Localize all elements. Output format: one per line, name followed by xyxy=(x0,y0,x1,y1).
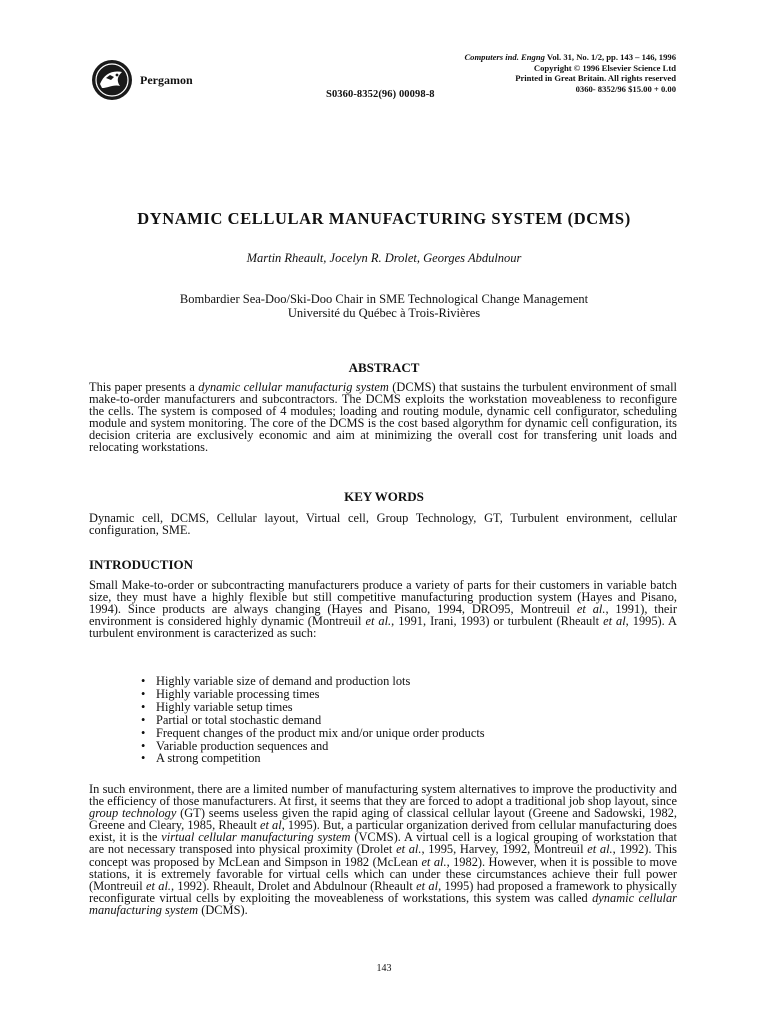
intro-text-italic: et al. xyxy=(396,842,422,857)
intro-text-part: , 1982). However, when it is possible to move stations, it is extremely favorable for virtual cells which can under these circumstances achieve their full power (Montreuil xyxy=(89,854,677,893)
affiliation-line-1: Bombardier Sea-Doo/Ski-Doo Chair in SME Technological Change Management xyxy=(179,292,589,306)
list-item: • Partial or total stochastic demand xyxy=(141,714,485,727)
intro-paragraph-2 xyxy=(89,783,677,916)
intro-text-italic: et al. xyxy=(365,614,392,629)
publisher-name: Pergamon xyxy=(140,72,193,87)
intro-text-italic: et al xyxy=(603,614,626,629)
publisher-logo xyxy=(90,58,193,102)
intro-text-part: , 1995). But, a particular organization derived from cellular manufacturing does exist, it is the xyxy=(89,818,677,845)
abstract-text-part: This paper presents a xyxy=(89,380,199,394)
intro-text-italic: et al. xyxy=(146,878,171,893)
journal-citation xyxy=(464,52,676,94)
abstract-heading: ABSTRACT xyxy=(348,360,420,375)
journal-name: Computers ind. Engng xyxy=(464,52,545,62)
abstract-text-part: (DCMS) that sustains the turbulent environment of small make-to-order manufacturers and subcontractors. The DCMS exploits the workstation moveableness to reconfigure the cells. The system is composed of 4 modules; loading and routing module, dynamic cell configurator, scheduling module and system monitoring. The core of the DCMS is the cost based algorythm for dynamic cell configuration, its decision criteria are exclusively economic and aim at minimizing the overall cost for transfering unit loads and relocating workstations. xyxy=(89,380,677,455)
intro-text-part: Small Make-to-order or subcontracting manufacturers produce a variety of parts for their customers in variable batch size, they must have a highly flexible but still competitive manufacturing production system (Hayes and Pisano, 1994). Since products are always changing (Hayes and Pisano, 1994, DRO95, Montreuil xyxy=(89,578,677,617)
intro-text-part: , 1995). A turbulent environment is caracterized as such: xyxy=(89,614,678,641)
abstract-text xyxy=(89,381,677,454)
intro-text-italic: et al xyxy=(259,818,282,833)
paper-title: DYNAMIC CELLULAR MANUFACTURING SYSTEM (DCMS) xyxy=(137,209,631,228)
journal-line-1 xyxy=(464,52,676,63)
intro-text-part: , 1992). This concept was proposed by McLean and Simpson in 1982 (McLean xyxy=(89,842,677,869)
intro-text-part: (DCMS). xyxy=(198,902,248,917)
keywords-heading: KEY WORDS xyxy=(344,489,424,504)
list-item: • Highly variable setup times xyxy=(141,701,485,714)
intro-text-italic: et al xyxy=(416,878,439,893)
intro-text-italic: group technology xyxy=(89,806,177,821)
list-item: • Frequent changes of the product mix and/or unique order products xyxy=(141,727,485,740)
affiliation xyxy=(0,292,768,320)
intro-text-italic: et al. xyxy=(576,602,606,617)
intro-text-italic: et al. xyxy=(587,842,613,857)
intro-text-part: , 1992). Rheault, Drolet and Abdulnour (Rheault xyxy=(171,878,417,893)
intro-text-part: , 1991, Irani, 1993) or turbulent (Rheault xyxy=(391,614,604,629)
intro-text-part: (VCMS). A virtual cell is a logical grouping of workstation that are not necessary transposed into physical proximity (Drolet xyxy=(89,830,677,857)
article-identifier: S0360-8352(96) 00098-8 xyxy=(326,89,435,100)
journal-printed: Printed in Great Britain. All rights reserved xyxy=(515,73,676,84)
intro-text-italic: dynamic cellular manufacturing system xyxy=(89,890,677,917)
list-item: • Highly variable processing times xyxy=(141,688,485,701)
intro-text-italic: virtual cellular manufacturing system xyxy=(161,830,351,845)
intro-text-part: In such environment, there are a limited number of manufacturing system alternatives to improve the productivity and the efficiency of those manufacturers. At first, it seems that they are forced to adopt a traditional job shop layout, since xyxy=(89,782,677,809)
journal-issn-price: 0360- 8352/96 $15.00 + 0.00 xyxy=(575,83,676,94)
list-item: • Highly variable size of demand and production lots xyxy=(141,675,485,688)
paper-authors: Martin Rheault, Jocelyn R. Drolet, Georges Abdulnour xyxy=(246,251,522,265)
abstract-text-italic: dynamic cellular manufacturig system xyxy=(198,380,389,394)
intro-text-italic: et al. xyxy=(421,854,447,869)
intro-text-part: , 1995) had proposed a framework to physically reconfigurate virtual cells by exploiting the moveableness of workstations, this system was called xyxy=(89,878,677,905)
intro-text-part: , 1995, Harvey, 1992, Montreuil xyxy=(421,842,588,857)
affiliation-line-2: Université du Québec à Trois-Rivières xyxy=(287,306,481,320)
list-item: • A strong competition xyxy=(141,752,485,765)
journal-copyright: Copyright © 1996 Elsevier Science Ltd xyxy=(533,62,676,73)
intro-text-part: (GT) seems useless given the rapid aging of classical cellular layout (Greene and Sadowski, 1982, Greene and Cleary, 1985, Rheault xyxy=(89,806,677,833)
turbulent-characteristics-list xyxy=(141,675,485,765)
intro-text-part: , 1991), their environment is considered highly dynamic (Montreuil xyxy=(89,602,677,629)
pergamon-emblem-icon xyxy=(90,58,134,102)
keywords-text: Dynamic cell, DCMS, Cellular layout, Virtual cell, Group Technology, GT, Turbulent environment, cellular configuration, SME. xyxy=(89,511,677,538)
journal-volume: Vol. 31, No. 1/2, pp. 143 – 146, 1996 xyxy=(544,52,676,62)
page-number: 143 xyxy=(376,963,392,974)
list-item: • Variable production sequences and xyxy=(141,740,485,753)
intro-paragraph-1 xyxy=(89,579,677,639)
introduction-heading: INTRODUCTION xyxy=(89,557,194,572)
